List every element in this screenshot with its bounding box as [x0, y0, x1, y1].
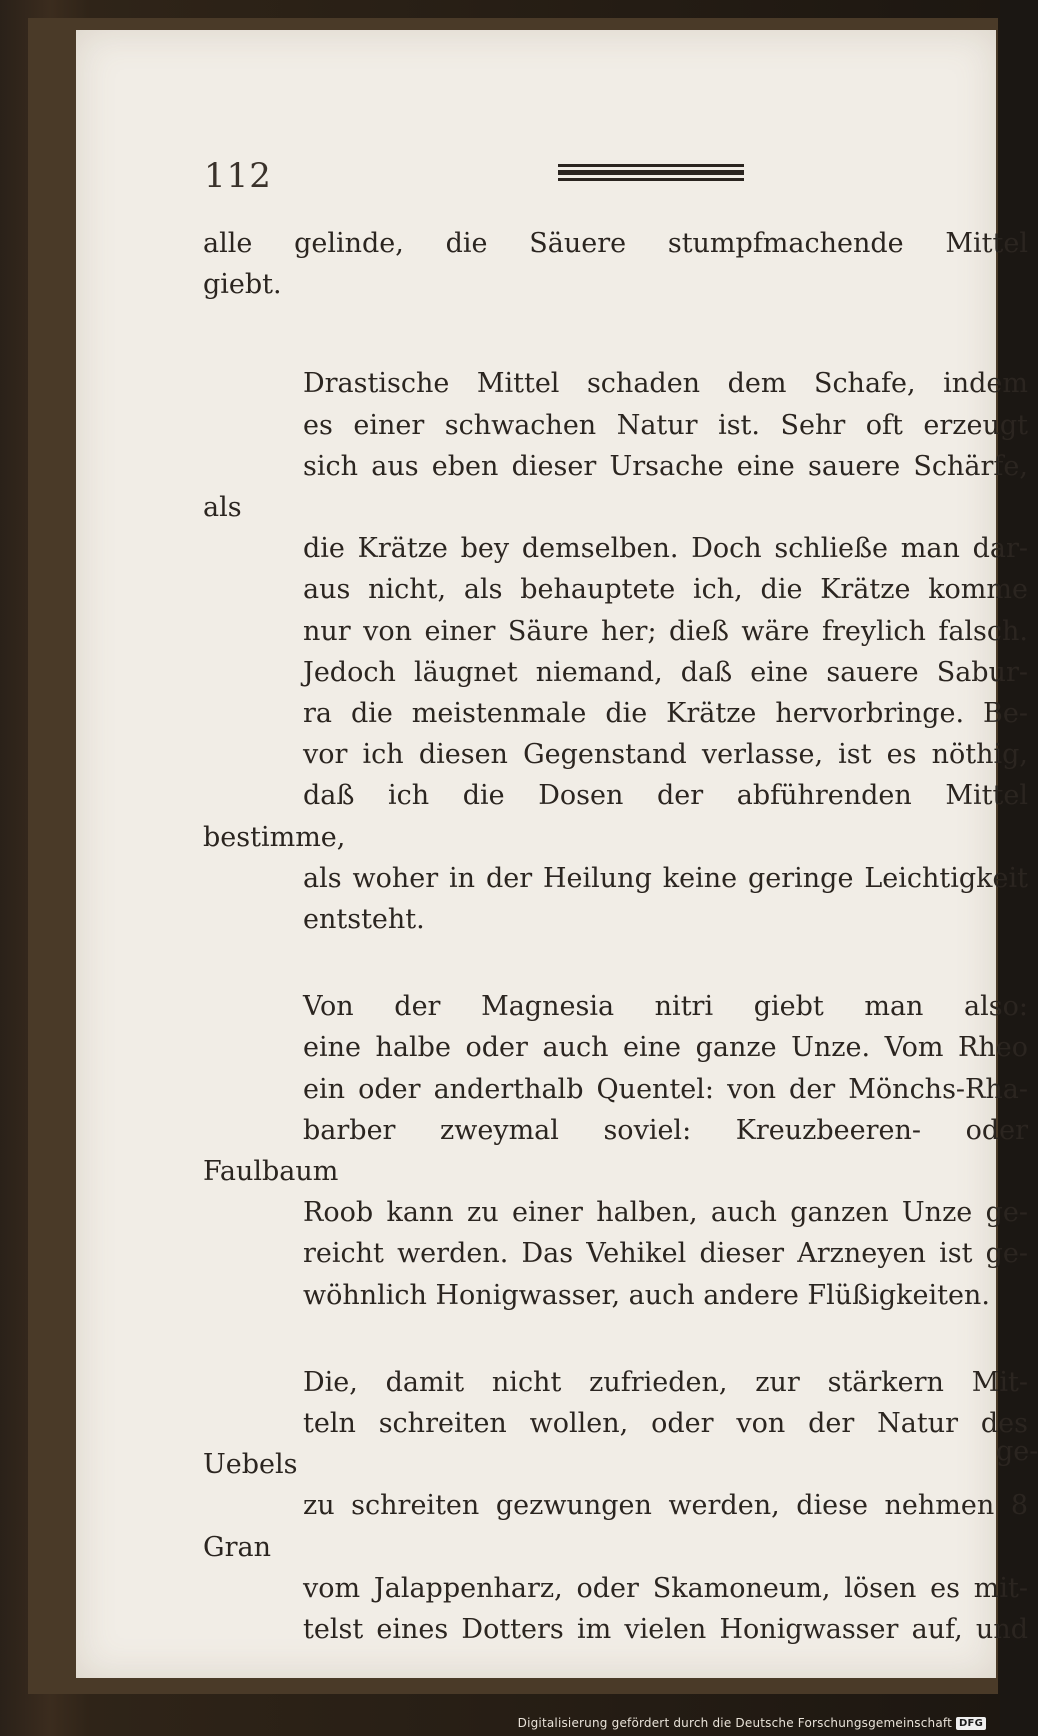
text-line: ein oder anderthalb Quentel: von der Mönchs-Rha-	[303, 1073, 1028, 1105]
text-line: reicht werden. Das Vehikel dieser Arzneyen ist ge-	[303, 1238, 1028, 1270]
rule-line	[558, 178, 744, 181]
text-line: als woher in der Heilung keine geringe Leichtigkeit	[303, 862, 1028, 894]
dfg-logo: DFG	[956, 1717, 986, 1730]
text-line: Die, damit nicht zufrieden, zur stärkern Mit-	[303, 1366, 1028, 1398]
text-line: Drastische Mittel schaden dem Schafe, indem	[303, 368, 1028, 400]
digitization-credit	[518, 1716, 986, 1730]
paragraph	[203, 986, 1028, 1316]
book-page	[76, 30, 1038, 1678]
text-line: teln schreiten wollen, oder von der Natur des Uebels	[203, 1408, 1028, 1481]
text-line: vom Jalappenharz, oder Skamoneum, lösen es mit-	[303, 1572, 1028, 1604]
text-line: entsteht.	[303, 904, 425, 936]
text-line: Roob kann zu einer halben, auch ganzen Unze ge-	[303, 1197, 1028, 1229]
text-line: giebt.	[203, 269, 282, 301]
paragraph	[203, 1362, 1028, 1650]
text-line: Jedoch läugnet niemand, daß eine sauere Sabur-	[303, 656, 1028, 688]
page-body	[203, 223, 1028, 1650]
header-ornament-rule	[558, 164, 744, 182]
page-number: 112	[204, 156, 272, 196]
rule-line	[558, 164, 744, 167]
text-line: wöhnlich Honigwasser, auch andere Flüßigkeiten.	[303, 1279, 990, 1311]
text-line: zu schreiten gezwungen werden, diese nehmen 8 Gran	[203, 1490, 1028, 1563]
text-line: barber zweymal soviel: Kreuzbeeren- oder Faulbaum	[203, 1114, 1028, 1188]
text-line: ra die meistenmale die Krätze hervorbringe. Be-	[303, 698, 1028, 730]
text-line: alle gelinde, die Säuere stumpfmachende Mittel	[203, 228, 1028, 259]
text-line: vor ich diesen Gegenstand verlasse, ist es nöthig,	[303, 739, 1028, 771]
text-line: Von der Magnesia nitri giebt man also:	[303, 991, 1028, 1023]
text-line: daß ich die Dosen der abführenden Mittel bestimme,	[203, 780, 1028, 853]
text-line: telst eines Dotters im vielen Honigwasser auf, und	[303, 1614, 1028, 1646]
paragraph	[203, 223, 1028, 305]
rule-line	[558, 170, 744, 175]
text-line: sich aus eben dieser Ursache eine sauere Schärfe, als	[203, 450, 1028, 524]
catchword: ge-	[996, 1436, 1038, 1467]
text-line: aus nicht, als behauptete ich, die Krätze komme	[303, 574, 1028, 606]
paragraph	[203, 363, 1028, 940]
text-line: die Krätze bey demselben. Doch schließe man dar-	[303, 533, 1028, 565]
text-line: eine halbe oder auch eine ganze Unze. Vom Rheo	[303, 1032, 1028, 1064]
text-line: es einer schwachen Natur ist. Sehr oft erzeugt	[303, 409, 1028, 441]
credit-text: Digitalisierung gefördert durch die Deutsche Forschungsgemeinschaft	[517, 1716, 953, 1730]
text-line: nur von einer Säure her; dieß wäre freylich falsch.	[303, 615, 1028, 647]
